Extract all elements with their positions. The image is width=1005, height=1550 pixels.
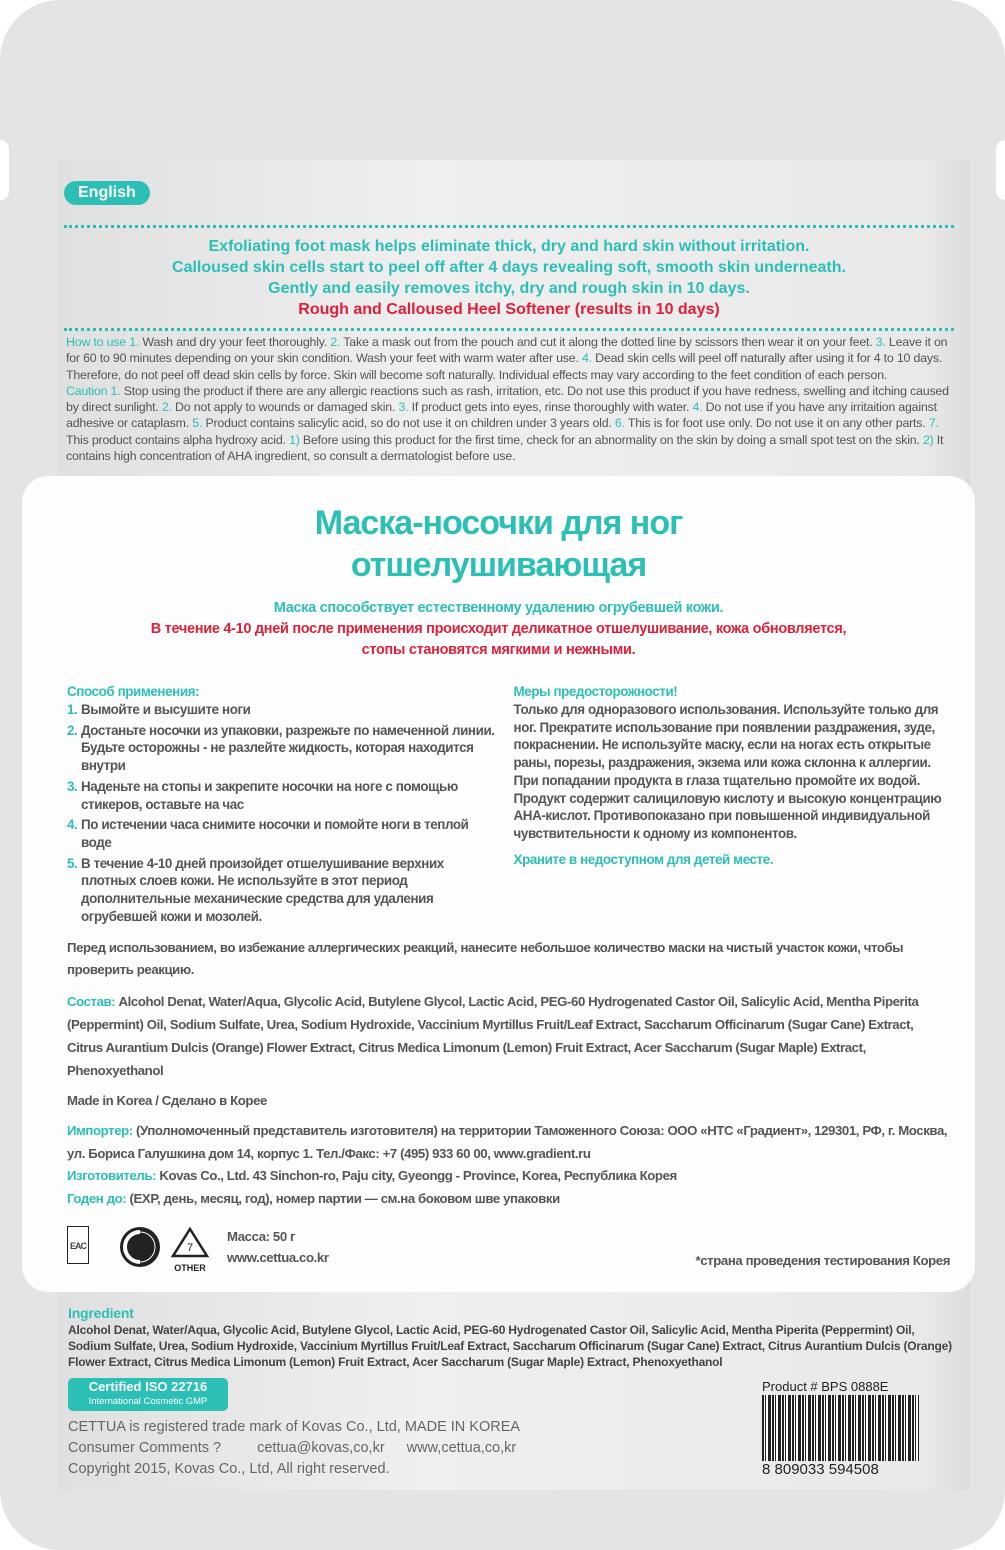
- footer-info: CETTUA is registered trade mark of Kovas Co., Ltd, MADE IN KOREA Consumer Comments ? cettua@kovas,co,kr www,cettua,co,kr Copyright 2015, Kovas Co., Ltd, All right reserved.: [68, 1419, 521, 1478]
- bottom-row: [68, 1378, 919, 1480]
- usage-step: 3. Наденьте на стопы и закрепите носочки на ноге с помощью стикеров, оставьте на час: [67, 778, 458, 812]
- made-in: Made in Korea / Сделано в Корее: [67, 1092, 267, 1108]
- tagline: Rough and Calloused Heel Softener (results in 10 days): [298, 301, 720, 318]
- english-headline: Exfoliating foot mask helps eliminate thick, dry and hard skin without irritation. Calloused skin cells start to peel off after 4 days revealing soft, smooth skin underneath. Gently and easily removes itchy, dry and rough skin in 10 days. Rough and Calloused Heel Softener (results in 10 days): [64, 236, 954, 320]
- usage-step: 5. В течение 4-10 дней произойдет отшелушивание верхних плотных слоев кожи. Не используйте в этот период дополнительные механические средства для удаления огрубевшей кожи и мозолей.: [67, 855, 444, 924]
- usage-section: Способ применения: 1. Вымойте и высушите ноги 2. Достаньте носочки из упаковки, разрежьте по намеченной линии. Будьте осторожны - не разлейте жидкость, которая находится внутри 3. Наденьте на стопы и закрепите носочки на ноге с помощью стикеров, оставьте на час 4. По истечении часа снимите носочки и помойте ноги в теплой воде 5. В течение 4-10 дней произойдет отшелушивание верхних плотных слоев кожи. Не используйте в этот период дополнительные механические средства для удаления огрубевшей кожи и мозолей.: [67, 684, 495, 924]
- dotted-divider: [64, 225, 954, 228]
- russian-title: Маска-носочки для ног отшелушивающая: [314, 504, 683, 585]
- website: www.cettua.co.kr: [227, 1250, 329, 1266]
- green-dot-icon: [119, 1226, 161, 1268]
- usage-step: 1. Вымойте и высушите ноги: [67, 702, 251, 718]
- dotted-divider: [64, 328, 954, 331]
- email-link[interactable]: cettua@kovas,co,kr: [257, 1440, 385, 1457]
- certification-row: [67, 1226, 950, 1274]
- composition: Состав: Alcohol Denat, Water/Aqua, Glycolic Acid, Butylene Glycol, Lactic Acid, PEG-60 Hydrogenated Castor Oil, Salicylic Acid, Mentha Piperita (Peppermint) Oil, Sodium Sulfate, Urea, Sodium Hydroxide, Vaccinium Myrtillus Fruit/Leaf Extract, Saccharum Officinarum (Sugar Cane) Extract, Citrus Aurantium Dulcis (Orange) Flower Extract, Citrus Medica Limonum (Lemon) Fruit Extract, Acer Saccharum (Sugar Maple) Extract, Phenoxyethanol: [67, 993, 919, 1078]
- language-badge: English: [64, 181, 150, 205]
- barcode-number: 8 809033 594508: [762, 1461, 879, 1479]
- recycle-icon: [170, 1226, 210, 1258]
- recycle-mark: [170, 1226, 210, 1274]
- web-link[interactable]: www,cettua,co,kr: [406, 1440, 517, 1457]
- english-instructions: How to use 1. Wash and dry your feet thoroughly. 2. Take a mask out from the pouch and cut it along the dotted line by scissors then wear it on your feet. 3. Leave it on for 60 to 90 minutes depending on your skin condition. Wash your feet with warm water after use. 4. Dead skin cells will peel off naturally after using it for 4 to 10 days. Therefore, do not peel off dead skin cells by force. Skin will become soft naturally. Individual effects may vary according to the feet condition of each person. Caution 1. Stop using the product if there are any allergic reactions such as rash, irritation, etc. Do not use this product if you have redness, swelling and itching caused by direct sunlight. 2. Do not apply to wounds or damaged skin. 3. If product gets into eyes, rinse thoroughly with water. 4. Do not use if you have any irritaition against adhesive or cataplasm. 5. Product contains salicylic acid, so do not use it on children under 3 years old. 6. This is for foot use only. Do not use it on any other parts. 7. This product contains alpha hydroxy acid. 1) Before using this product for the first time, check for an abnormality on the skin by doing a small spot test on the skin. 2) It contains high concentration of AHA ingredient, so consult a dermatologist before use.: [66, 335, 949, 464]
- russian-label-card: [22, 476, 975, 1292]
- mass: Масса: 50 г: [227, 1229, 296, 1245]
- test-note: Перед использованием, во избежание аллергических реакций, нанесите небольшое количество маски на чистый участок кожи, чтобы проверить реакцию.: [67, 939, 904, 978]
- product-number: Product # BPS 0888E: [762, 1379, 889, 1395]
- test-country-note: *страна проведения тестирования Корея: [695, 1253, 950, 1269]
- usage-step: 2. Достаньте носочки из упаковки, разрежьте по намеченной линии. Будьте осторожны - не разлейте жидкость, которая находится внутри: [67, 722, 495, 774]
- caution-section: Меры предосторожности! Только для одноразового использования. Используйте только для ног. Прекратите использование при появлении раздражения, зуде, покраснении. Не используйте маску, если на ногах есть открытые раны, порезы, раздражения, экзема или кожа склонна к аллергии. При попадании продукта в глаза тщательно промойте их водой. Продукт содержит салициловую кислоту и высокую концентрацию АНА-кислот. Противопоказано при повышенной индивидуальной чувствительности к одному из компонентов. Храните в недоступном для детей месте.: [513, 684, 942, 867]
- russian-subtitle: Маска способствует естественному удалению огрубевшей кожи. В течение 4-10 дней после применения происходит деликатное отшелушивание, кожа обновляется, стопы становятся мягкими и нежными.: [150, 600, 847, 659]
- barcode-block: [762, 1378, 919, 1480]
- iso-badge: Certified ISO 22716 International Cosmetic GMP: [68, 1378, 228, 1411]
- usage-step: 4. По истечении часа снимите носочки и помойте ноги в теплой воде: [67, 817, 469, 850]
- svg-text:7: 7: [186, 1242, 194, 1255]
- importer: Импортер: (Уполномоченный представитель изготовителя) на территории Таможенного Союза: ООО «НТС «Градиент», 129301, РФ, г. Москва, ул. Бориса Галушкина дом 14, корпус 1. Тел./Факс: +7 (495) 933 60 00, www.gradient.ru: [67, 1123, 948, 1161]
- bottom-left: [68, 1378, 520, 1480]
- barcode-icon: [762, 1395, 919, 1461]
- instructions-columns: [67, 683, 950, 928]
- ingredient-list: Ingredient Alcohol Denat, Water/Aqua, Glycolic Acid, Butylene Glycol, Lactic Acid, PEG-60 Hydrogenated Castor Oil, Salicylic Acid, Mentha Piperita (Peppermint) Oil, Sodium Sulfate, Urea, Sodium Hydroxide, Vaccinium Myrtillus Fruit/Leaf Extract, Saccharum Officinarum (Sugar Cane) Extract, Citrus Aurantium Dulcis (Orange) Flower Extract, Citrus Medica Limonum (Lemon) Fruit Extract, Acer Saccharum (Sugar Maple) Extract, Phenoxyethanol: [68, 1305, 952, 1370]
- manufacturer: Изготовитель: Kovas Co., Ltd. 43 Sinchon-ro, Paju city, Gyeongg - Province, Korea, Республика Корея: [67, 1168, 677, 1184]
- eac-mark-icon: EAC: [67, 1226, 89, 1264]
- recycle-label: OTHER: [174, 1263, 206, 1274]
- expiry: Годен до: (EXP, день, месяц, год), номер партии — см.на боковом шве упаковки: [67, 1190, 560, 1206]
- mass-site: [227, 1226, 329, 1268]
